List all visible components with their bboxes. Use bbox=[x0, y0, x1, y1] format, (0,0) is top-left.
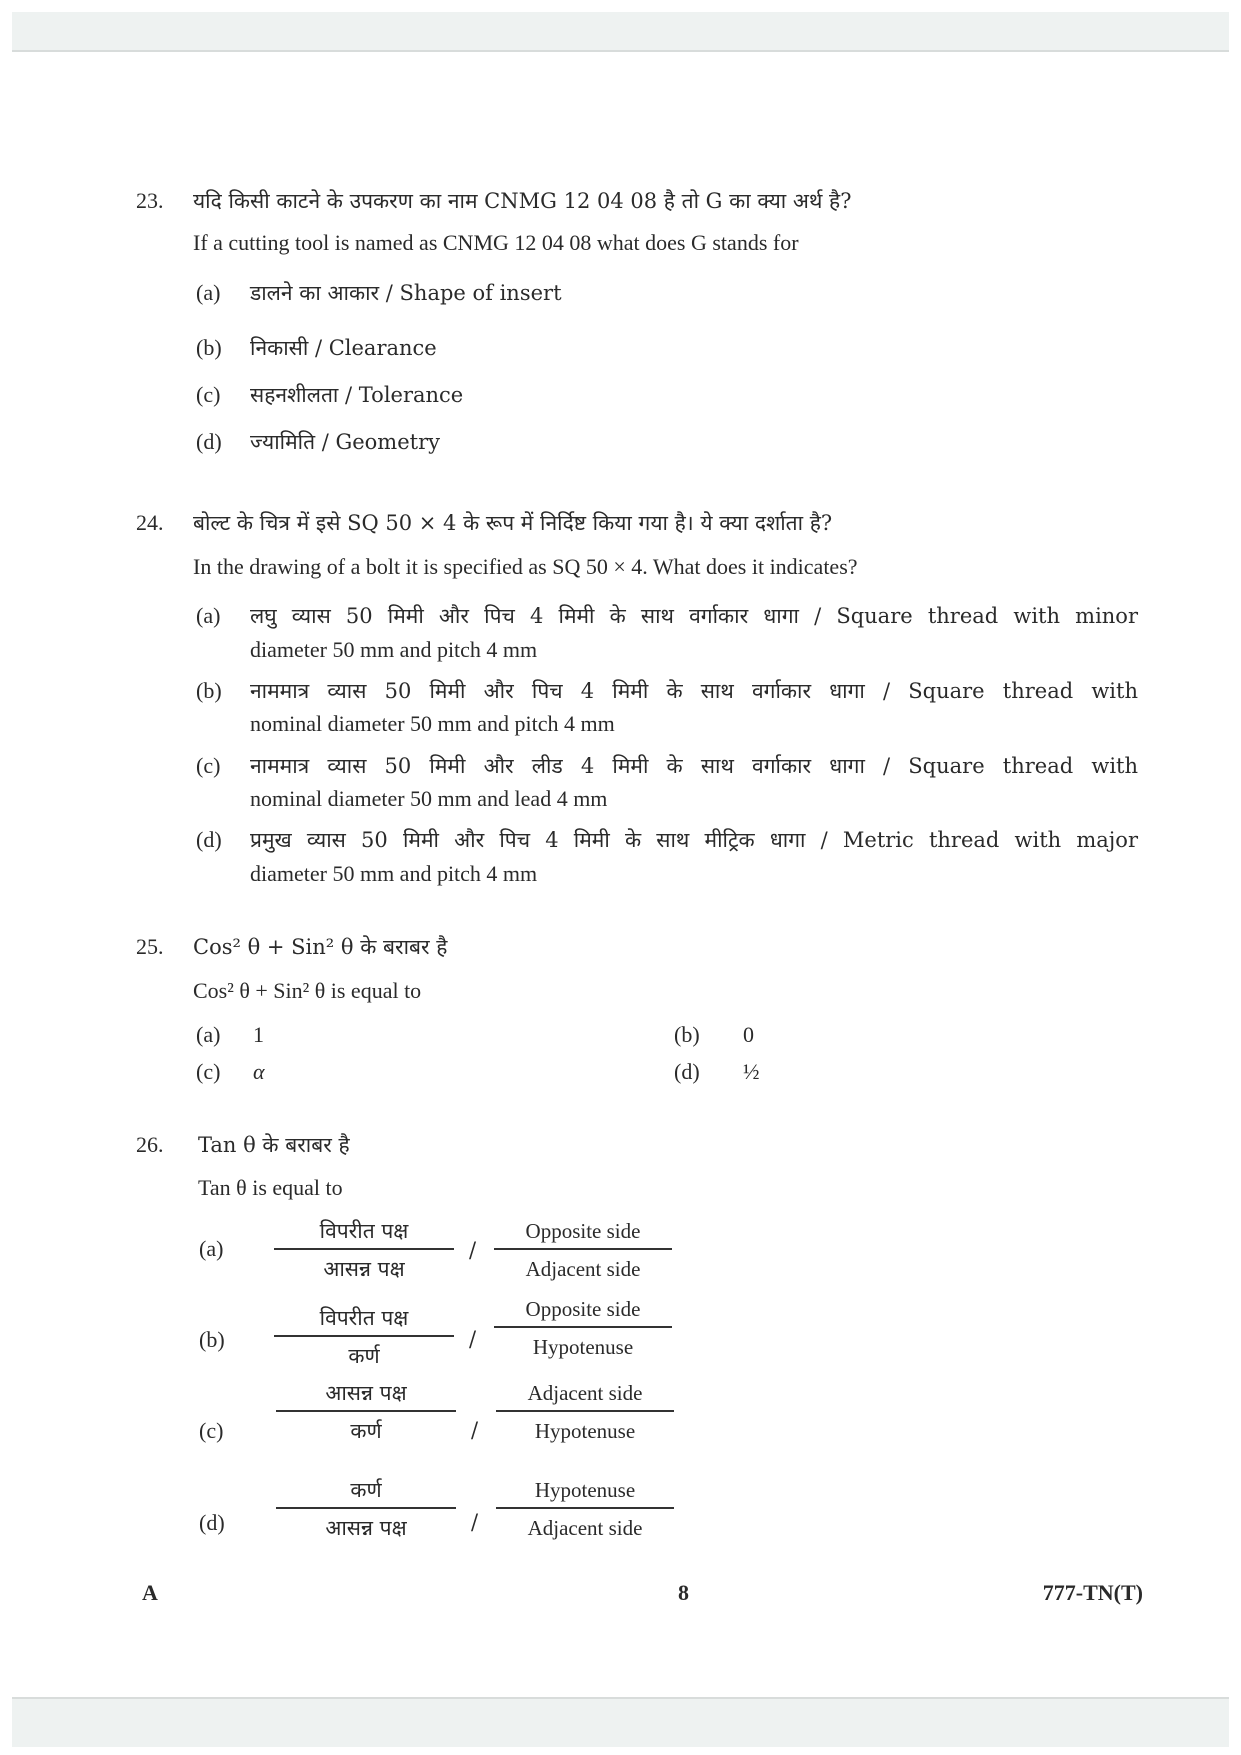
option-text: नाममात्र व्यास 50 मिमी और पिच 4 मिमी के साथ वर्गाकार धागा / Square thread with bbox=[250, 679, 1138, 703]
option-text-cont: nominal diameter 50 mm and lead 4 mm bbox=[250, 786, 608, 811]
numerator: विपरीत पक्ष bbox=[274, 1305, 454, 1337]
option-text: 0 bbox=[743, 1022, 754, 1047]
numerator: Opposite side bbox=[494, 1296, 672, 1328]
option-text: ज्यामिति / Geometry bbox=[250, 430, 440, 454]
option-text: ½ bbox=[743, 1059, 760, 1084]
denominator: Hypotenuse bbox=[534, 1419, 636, 1443]
question-number: 24. bbox=[136, 510, 164, 535]
option-text: प्रमुख व्यास 50 मिमी और पिच 4 मिमी के साथ मीट्रिक धागा / Metric thread with major bbox=[250, 828, 1138, 852]
separator: / bbox=[471, 1418, 479, 1442]
hindi-fraction bbox=[274, 1305, 454, 1369]
denominator: आसन्न पक्ष bbox=[325, 1516, 407, 1540]
numerator: Adjacent side bbox=[496, 1380, 674, 1412]
option-text: लघु व्यास 50 मिमी और पिच 4 मिमी के साथ वर्गाकार धागा / Square thread with minor bbox=[250, 604, 1138, 628]
option-text: नाममात्र व्यास 50 मिमी और लीड 4 मिमी के साथ वर्गाकार धागा / Square thread with bbox=[250, 754, 1138, 778]
question-hindi: Tan θ के बराबर है bbox=[198, 1133, 350, 1157]
numerator: आसन्न पक्ष bbox=[276, 1380, 456, 1412]
option-text: α bbox=[253, 1059, 265, 1084]
option-text-cont: diameter 50 mm and pitch 4 mm bbox=[250, 637, 538, 662]
separator: / bbox=[471, 1510, 479, 1534]
denominator: Adjacent side bbox=[525, 1257, 641, 1281]
option-label: (a) bbox=[199, 1236, 224, 1261]
denominator: आसन्न पक्ष bbox=[323, 1257, 405, 1281]
denominator: कर्ण bbox=[348, 1344, 380, 1368]
numerator: Hypotenuse bbox=[496, 1477, 674, 1509]
option-label: (b) bbox=[196, 678, 222, 703]
option-label: (d) bbox=[674, 1059, 700, 1084]
question-english: Cos² θ + Sin² θ is equal to bbox=[193, 978, 422, 1003]
denominator: कर्ण bbox=[350, 1419, 382, 1443]
question-english: If a cutting tool is named as CNMG 12 04 08 what does G stands for bbox=[193, 230, 799, 255]
hindi-fraction bbox=[274, 1218, 454, 1282]
question-english: In the drawing of a bolt it is specified as SQ 50 × 4. What does it indicates? bbox=[193, 554, 858, 579]
question-hindi: यदि किसी काटने के उपकरण का नाम CNMG 12 04 08 है तो G का क्या अर्थ है? bbox=[193, 189, 852, 213]
option-text-cont: diameter 50 mm and pitch 4 mm bbox=[250, 861, 538, 886]
question-number: 25. bbox=[136, 934, 164, 959]
option-label: (a) bbox=[196, 280, 221, 305]
question-english: Tan θ is equal to bbox=[198, 1175, 343, 1200]
option-text: 1 bbox=[253, 1022, 264, 1047]
option-text-cont: nominal diameter 50 mm and pitch 4 mm bbox=[250, 711, 615, 736]
hindi-fraction bbox=[276, 1477, 456, 1541]
english-fraction bbox=[494, 1296, 672, 1360]
question-hindi: Cos² θ + Sin² θ के बराबर है bbox=[193, 935, 448, 959]
question-number: 26. bbox=[136, 1132, 164, 1157]
option-text: सहनशीलता / Tolerance bbox=[250, 383, 464, 407]
option-text: डालने का आकार / Shape of insert bbox=[250, 281, 562, 305]
page-number: 8 bbox=[678, 1580, 689, 1605]
option-label: (b) bbox=[196, 335, 222, 360]
series-letter: A bbox=[142, 1580, 158, 1605]
denominator: Adjacent side bbox=[527, 1516, 643, 1540]
separator: / bbox=[469, 1327, 477, 1351]
option-label: (b) bbox=[199, 1327, 225, 1352]
question-hindi: बोल्ट के चित्र में इसे SQ 50 × 4 के रूप में निर्दिष्ट किया गया है। ये क्या दर्शाता है? bbox=[193, 511, 833, 535]
english-fraction bbox=[494, 1218, 672, 1282]
paper-code: 777-TN(T) bbox=[1042, 1580, 1143, 1605]
scan-top-band bbox=[12, 12, 1229, 52]
separator: / bbox=[469, 1238, 477, 1262]
option-label: (c) bbox=[196, 382, 221, 407]
numerator: Opposite side bbox=[494, 1218, 672, 1250]
option-label: (a) bbox=[196, 603, 221, 628]
english-fraction bbox=[496, 1380, 674, 1444]
option-label: (d) bbox=[196, 429, 222, 454]
option-label: (a) bbox=[196, 1022, 221, 1047]
option-label: (d) bbox=[199, 1510, 225, 1535]
denominator: Hypotenuse bbox=[532, 1335, 634, 1359]
option-text: निकासी / Clearance bbox=[250, 336, 437, 360]
option-label: (c) bbox=[199, 1418, 224, 1443]
numerator: विपरीत पक्ष bbox=[274, 1218, 454, 1250]
question-number: 23. bbox=[136, 188, 164, 213]
option-label: (b) bbox=[674, 1022, 700, 1047]
option-label: (d) bbox=[196, 827, 222, 852]
option-label: (c) bbox=[196, 753, 221, 778]
numerator: कर्ण bbox=[276, 1477, 456, 1509]
option-label: (c) bbox=[196, 1059, 221, 1084]
english-fraction bbox=[496, 1477, 674, 1541]
hindi-fraction bbox=[276, 1380, 456, 1444]
scan-bottom-band bbox=[12, 1697, 1229, 1747]
